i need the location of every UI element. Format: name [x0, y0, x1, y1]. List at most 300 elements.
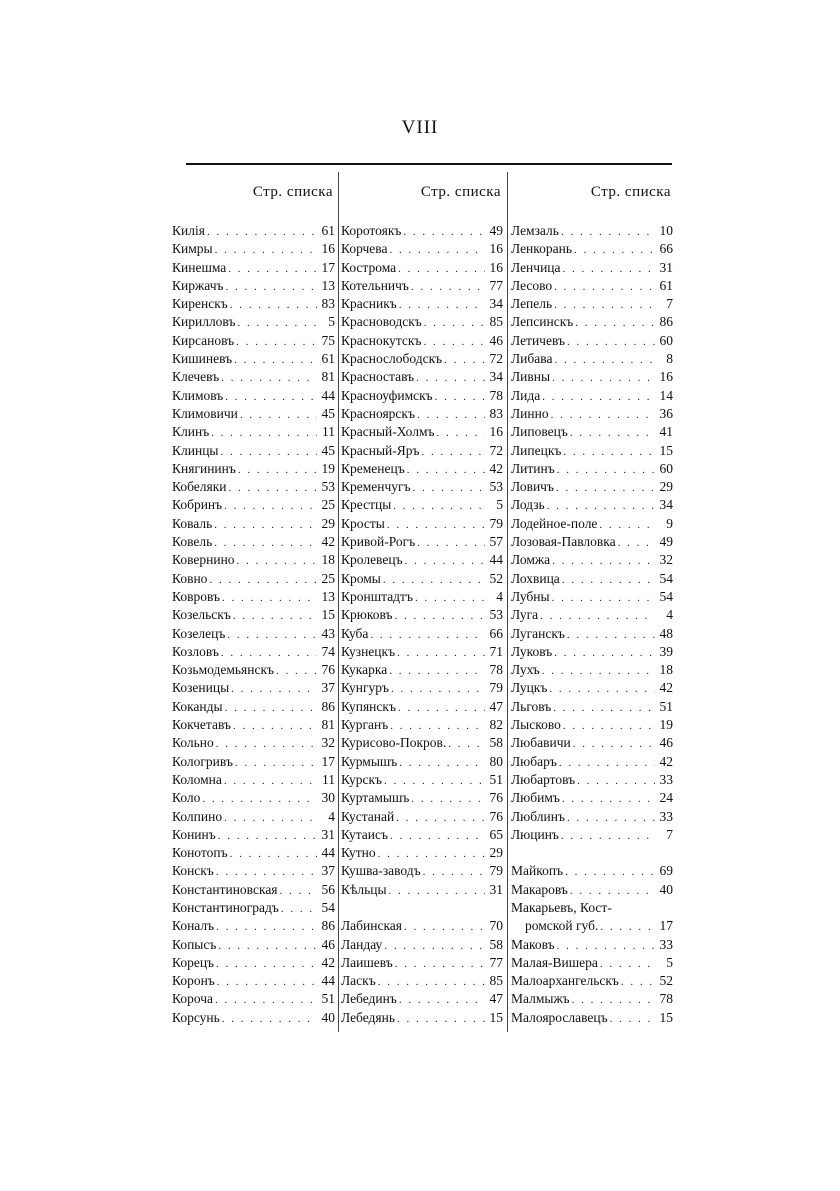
leader-dots [446, 735, 485, 752]
entry-name: Корсунь [172, 1009, 220, 1025]
leader-dots [559, 827, 655, 844]
leader-dots [214, 955, 317, 972]
entry-page: 29 [321, 515, 335, 531]
entry-page: 7 [666, 826, 673, 842]
leader-dots [545, 497, 655, 514]
index-entry [341, 478, 503, 496]
leader-dots [228, 296, 317, 313]
leader-dots [420, 443, 486, 460]
leader-dots [212, 516, 317, 533]
index-entry [511, 423, 673, 441]
leader-dots [397, 296, 485, 313]
index-entry [511, 478, 673, 496]
entry-name: Красноводскъ [341, 314, 422, 330]
entry-page: 42 [321, 954, 335, 970]
leader-dots [209, 424, 317, 441]
entry-page: 17 [321, 259, 335, 275]
entry-page: 46 [321, 936, 335, 952]
entry-page: 11 [322, 424, 335, 440]
leader-dots [549, 406, 655, 423]
leader-dots [550, 589, 655, 606]
leader-dots [403, 552, 485, 569]
index-entry [511, 350, 673, 368]
column-header: Стр. списка [590, 184, 671, 200]
leader-dots [560, 571, 655, 588]
leader-dots [555, 937, 655, 954]
index-entry [172, 387, 335, 405]
index-entry [341, 972, 503, 990]
entry-page: 42 [659, 680, 673, 696]
leader-dots [205, 223, 317, 240]
entry-page: 15 [659, 1009, 673, 1025]
entry-page: 85 [489, 973, 503, 989]
entry-page: 19 [659, 717, 673, 733]
leader-dots [616, 534, 655, 551]
index-entry [511, 954, 673, 972]
entry-page: 54 [321, 899, 335, 915]
entry-page: 24 [659, 790, 673, 806]
leader-dots [560, 790, 655, 807]
entry-page: 5 [666, 954, 673, 970]
entry-page: 36 [659, 405, 673, 421]
entry-page: 53 [321, 479, 335, 495]
index-entry [172, 789, 335, 807]
entry-name: Люцинъ [511, 826, 559, 842]
entry-name: Козьмодемьянскъ [172, 662, 275, 678]
leader-dots [381, 571, 485, 588]
index-entry [511, 826, 673, 844]
leader-dots [225, 626, 317, 643]
index-entry [172, 734, 335, 752]
index-entry [341, 387, 503, 405]
index-entry [511, 661, 673, 679]
entry-name: Киржачъ [172, 277, 224, 293]
leader-dots [409, 790, 485, 807]
index-entry [511, 753, 673, 771]
entry-name: Кишиневъ [172, 351, 233, 367]
entry-name: Крюковъ [341, 607, 393, 623]
entry-name: Конскъ [172, 863, 214, 879]
entry-page: 15 [489, 1009, 503, 1025]
entry-page: 4 [666, 607, 673, 623]
leader-dots [435, 424, 486, 441]
entry-page: 85 [489, 314, 503, 330]
index-entry [511, 332, 673, 350]
entry-page: 32 [321, 735, 335, 751]
entry-name: Майкопъ [511, 863, 564, 879]
index-entry [511, 643, 673, 661]
leader-dots [219, 644, 317, 661]
entry-name: ромской губ. [525, 918, 599, 934]
index-entry [172, 844, 335, 862]
entry-page: 83 [489, 405, 503, 421]
top-rule [186, 163, 672, 165]
entry-name: Конинъ [172, 826, 216, 842]
index-entry [341, 990, 503, 1008]
entry-name: Лебедянь [341, 1009, 396, 1025]
entry-page: 4 [328, 808, 335, 824]
entry-page: 86 [321, 918, 335, 934]
index-entry [341, 332, 503, 350]
entry-page: 19 [321, 460, 335, 476]
entry-name: Красноярскъ [341, 405, 415, 421]
index-entry [172, 570, 335, 588]
leader-dots [397, 754, 485, 771]
entry-page: 56 [321, 881, 335, 897]
index-entry [172, 771, 335, 789]
entry-name: Красноуфимскъ [341, 387, 433, 403]
index-entry [341, 423, 503, 441]
index-entry [341, 808, 503, 826]
index-entry [511, 570, 673, 588]
entry-name: Лабинская [341, 918, 403, 934]
entry-name: Кѣльцы [341, 881, 387, 897]
entry-name: Крестцы [341, 497, 392, 513]
index-entry [172, 899, 335, 917]
index-entry [172, 515, 335, 533]
column-header: Стр. списка [252, 184, 333, 200]
entry-name: Ковно [172, 570, 208, 586]
leader-dots [413, 589, 485, 606]
entry-page: 16 [659, 369, 673, 385]
index-entry [511, 771, 673, 789]
leader-dots [388, 827, 485, 844]
leader-dots [382, 937, 485, 954]
entry-page: 49 [489, 223, 503, 238]
index-entry [172, 716, 335, 734]
entry-page: 13 [321, 588, 335, 604]
entry-name: Курисово-Покров. [341, 735, 447, 751]
entry-page: 8 [666, 351, 673, 367]
index-entry [341, 405, 503, 423]
entry-page: 33 [659, 771, 673, 787]
entry-page: 69 [659, 863, 673, 879]
index-entry [172, 881, 335, 899]
leader-dots [231, 607, 317, 624]
index-entry [172, 222, 335, 240]
leader-dots [608, 1010, 655, 1027]
leader-dots [395, 644, 485, 661]
entry-page: 79 [489, 863, 503, 879]
leader-dots [402, 918, 485, 935]
entry-page: 30 [321, 790, 335, 806]
entry-page: 53 [489, 607, 503, 623]
entry-name: Коналъ [172, 918, 215, 934]
entry-name: Конотопъ [172, 845, 228, 861]
index-entry [172, 917, 335, 935]
leader-dots [572, 241, 655, 258]
entry-name: Лемзаль [511, 223, 559, 238]
entry-page: 16 [489, 241, 503, 257]
entry-page: 15 [321, 607, 335, 623]
entry-page: 76 [489, 808, 503, 824]
leader-dots [394, 809, 485, 826]
entry-name: Красный-Холмъ [341, 424, 435, 440]
entry-name: Котельничъ [341, 277, 409, 293]
leader-dots [368, 626, 485, 643]
entry-page: 34 [489, 369, 503, 385]
leader-dots [387, 662, 485, 679]
index-entry [172, 368, 335, 386]
entry-name: Кролевецъ [341, 552, 403, 568]
entry-page: 77 [489, 954, 503, 970]
entry-page: 72 [489, 351, 503, 367]
entry-page: 44 [321, 973, 335, 989]
entry-name: Малмыжъ [511, 991, 570, 1007]
entry-name: Короча [172, 991, 214, 1007]
entry-name: Летичевъ [511, 332, 565, 348]
leader-dots [598, 918, 655, 935]
entry-page: 5 [328, 314, 335, 330]
entry-page: 25 [321, 570, 335, 586]
index-entry [511, 295, 673, 313]
index-entry [511, 936, 673, 954]
entry-name: Малоярославецъ [511, 1009, 608, 1025]
index-entry [341, 551, 503, 569]
entry-page: 61 [659, 277, 673, 293]
leader-dots [561, 443, 655, 460]
entry-page: 79 [489, 515, 503, 531]
leader-dots [233, 754, 317, 771]
leader-dots [207, 571, 317, 588]
entry-name: Клечевъ [172, 369, 220, 385]
index-entry [511, 1009, 673, 1027]
leader-dots [235, 314, 317, 331]
entry-page: 79 [489, 680, 503, 696]
entry-page: 7 [666, 296, 673, 312]
leader-dots [214, 735, 317, 752]
entry-page: 18 [321, 552, 335, 568]
leader-dots [540, 662, 655, 679]
entry-name: Малоархангельскъ [511, 973, 619, 989]
entry-page: 37 [321, 680, 335, 696]
index-entry [172, 661, 335, 679]
entry-page: 74 [321, 643, 335, 659]
index-entry [172, 1009, 335, 1027]
index-entry [341, 350, 503, 368]
entry-page: 80 [489, 753, 503, 769]
index-entry [341, 679, 503, 697]
leader-dots [215, 973, 317, 990]
entry-name: Константиновская [172, 881, 278, 897]
entry-page: 45 [321, 442, 335, 458]
leader-dots [415, 534, 485, 551]
index-entry [511, 606, 673, 624]
leader-dots [235, 552, 317, 569]
entry-name: Киренскъ [172, 296, 228, 312]
entry-page: 58 [489, 735, 503, 751]
index-entry [511, 899, 673, 917]
leader-dots [278, 882, 317, 899]
index-entry [341, 862, 503, 880]
entry-name: Кромы [341, 570, 381, 586]
index-entry [172, 936, 335, 954]
leader-dots [561, 717, 655, 734]
leader-dots [227, 479, 318, 496]
leader-dots [219, 443, 318, 460]
entry-name: Ковернино [172, 552, 235, 568]
entry-name: Луга [511, 607, 539, 623]
index-entry [511, 679, 673, 697]
entry-name: Козеницы [172, 680, 230, 696]
leader-dots [433, 388, 485, 405]
leader-dots [575, 772, 655, 789]
index-entry [172, 862, 335, 880]
entry-page: 52 [489, 570, 503, 586]
leader-dots [223, 699, 317, 716]
entry-name: Коломна [172, 771, 222, 787]
entry-page: 40 [659, 881, 673, 897]
leader-dots [442, 351, 485, 368]
entry-page: 77 [489, 277, 503, 293]
entry-name: Климовичи [172, 405, 238, 421]
leader-dots [565, 626, 655, 643]
entry-page: 61 [321, 223, 335, 238]
entry-page: 61 [321, 351, 335, 367]
entry-name: Лозовая-Павловка [511, 534, 616, 550]
leader-dots [401, 223, 485, 240]
entry-page: 72 [489, 442, 503, 458]
index-entry [511, 862, 673, 880]
entry-name: Ленчица [511, 259, 561, 275]
index-entry [511, 496, 673, 514]
leader-dots [421, 863, 485, 880]
entry-name: Курганъ [341, 717, 389, 733]
entry-page: 37 [321, 863, 335, 879]
entry-name: Куба [341, 625, 369, 641]
entry-name: Кутаисъ [341, 826, 388, 842]
entry-name: Клинъ [172, 424, 210, 440]
column-divider [338, 172, 339, 1032]
entry-name: Копысъ [172, 936, 217, 952]
index-entry [511, 716, 673, 734]
column-divider [507, 172, 508, 1032]
entry-list [511, 222, 673, 1027]
entry-page: 60 [659, 332, 673, 348]
entry-page: 47 [489, 698, 503, 714]
index-entry [511, 313, 673, 331]
leader-dots [274, 662, 317, 679]
entry-page: 25 [321, 497, 335, 513]
index-entry [341, 625, 503, 643]
leader-dots [220, 589, 317, 606]
index-entry [511, 460, 673, 478]
index-entry [341, 698, 503, 716]
entry-page: 9 [666, 515, 673, 531]
index-entry [511, 789, 673, 807]
leader-dots [405, 461, 485, 478]
index-entry [172, 533, 335, 551]
leader-dots [396, 699, 485, 716]
entry-page: 78 [489, 387, 503, 403]
index-entry [172, 332, 335, 350]
entry-name: Кронштадтъ [341, 588, 413, 604]
index-entry [172, 240, 335, 258]
index-entry [511, 588, 673, 606]
entry-page: 58 [489, 936, 503, 952]
entry-page: 43 [321, 625, 335, 641]
leader-dots [393, 955, 485, 972]
entry-name: Ленкорань [511, 241, 573, 257]
leader-dots [411, 479, 485, 496]
leader-dots [571, 735, 655, 752]
entry-name: Кобеляки [172, 479, 227, 495]
index-entry [341, 295, 503, 313]
entry-page: 5 [496, 497, 503, 513]
entry-page: 78 [489, 662, 503, 678]
entry-name: Кузнецкъ [341, 643, 396, 659]
index-entry [172, 753, 335, 771]
index-entry [172, 625, 335, 643]
index-column-3 [511, 184, 673, 1027]
entry-page: 4 [496, 588, 503, 604]
entry-name: Корецъ [172, 954, 215, 970]
leader-dots [232, 351, 317, 368]
entry-name: Луганскъ [511, 625, 565, 641]
leader-dots [213, 241, 317, 258]
entry-name: Ковровъ [172, 588, 220, 604]
index-entry [172, 313, 335, 331]
entry-page: 51 [489, 771, 503, 787]
entry-page: 16 [489, 259, 503, 275]
entry-name: Коваль [172, 515, 213, 531]
index-entry [511, 277, 673, 295]
entry-name: Куртамышъ [341, 790, 410, 806]
entry-name: Линно [511, 405, 549, 421]
entry-page: 52 [659, 973, 673, 989]
entry-name: Либава [511, 351, 553, 367]
leader-dots [570, 991, 655, 1008]
index-entry [511, 881, 673, 899]
column-header: Стр. списка [420, 184, 501, 200]
entry-name: Кременчугъ [341, 479, 411, 495]
entry-name: Луковъ [511, 643, 553, 659]
index-entry [511, 808, 673, 826]
entry-name: Макарьевъ, Кост- [511, 899, 612, 915]
index-entry [341, 442, 503, 460]
leader-dots [568, 424, 655, 441]
leader-dots [551, 699, 655, 716]
entry-page: 82 [489, 717, 503, 733]
leader-dots [561, 260, 655, 277]
entry-page: 34 [659, 497, 673, 513]
leader-dots [540, 388, 655, 405]
index-entry [172, 698, 335, 716]
index-entry [341, 222, 503, 240]
entry-name: Лодейное-поле [511, 515, 598, 531]
leader-dots [568, 882, 655, 899]
index-entry [172, 460, 335, 478]
index-entry [511, 734, 673, 752]
entry-page: 44 [321, 845, 335, 861]
entry-page: 40 [321, 1009, 335, 1025]
index-entry [341, 606, 503, 624]
entry-name: Красникъ [341, 296, 397, 312]
leader-dots [387, 241, 485, 258]
index-entry [341, 588, 503, 606]
entry-page: 17 [321, 753, 335, 769]
index-entry [511, 259, 673, 277]
entry-name: Любаръ [511, 753, 557, 769]
index-entry [172, 423, 335, 441]
entry-page: 29 [489, 845, 503, 861]
leader-dots [231, 717, 317, 734]
entry-name: Ковель [172, 534, 213, 550]
index-entry [172, 808, 335, 826]
entry-name: Кустанай [341, 808, 395, 824]
leader-dots [552, 644, 655, 661]
leader-dots [555, 461, 655, 478]
